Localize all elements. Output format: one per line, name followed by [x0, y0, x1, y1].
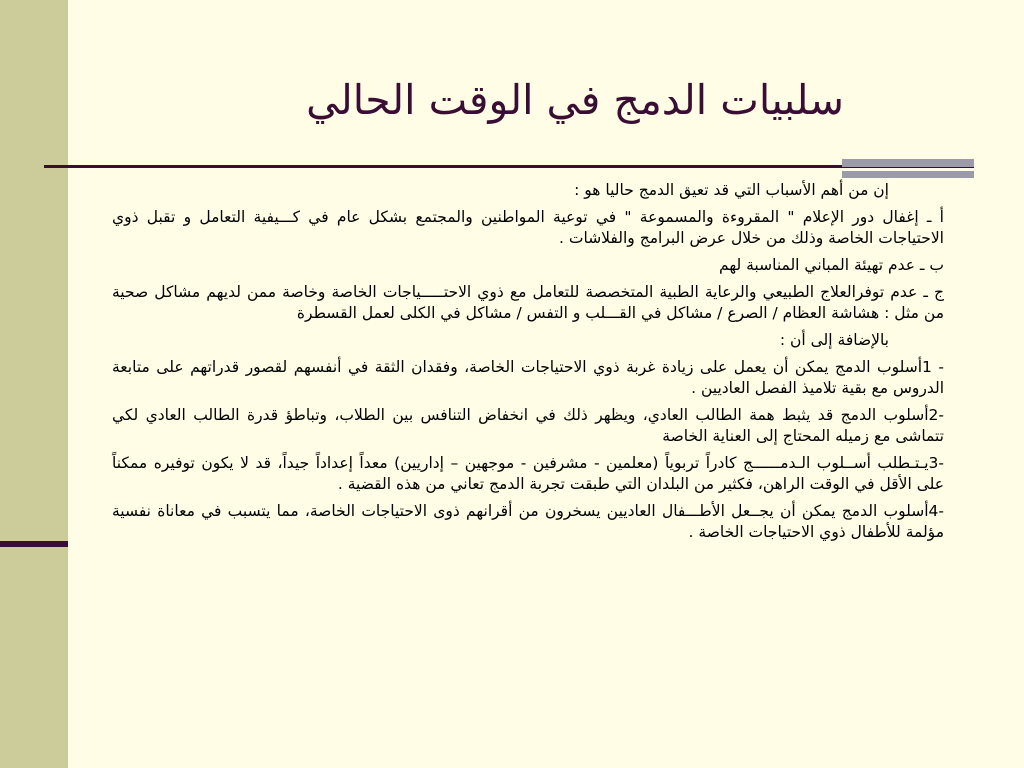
side-accent-bar	[0, 541, 68, 547]
side-bar	[0, 0, 68, 768]
drawback-1: - 1أسلوب الدمج يمكن أن يعمل على زيادة غربة ذوي الاحتياجات الخاصة، وفقدان الثقة في أنفسهم لقصور قدراتهم على متابعة الدروس مع بقية تلاميذ الفصل العاديين .	[112, 358, 944, 397]
drawback-2: -2أسلوب الدمج قد يثبط همة الطالب العادي، ويظهر ذلك في انخفاض التنافس بين الطلاب، وتباطؤ قدرة الطالب العادي لكي تتماشى مع زميله المحتاج إلى العناية الخاصة	[112, 406, 944, 445]
drawback-4: -4أسلوب الدمج يمكن أن يجــعل الأطـــفال العاديين يسخرون من أقرانهم ذوى الاحتياجات الخاصة، مما يتسبب في معاناة نفسية مؤلمة للأطفال ذوي الاحتياجات الخاصة .	[112, 502, 944, 541]
point-b: ب ـ عدم تهيئة المباني المناسبة لهم	[719, 256, 944, 274]
divider-accent-bottom	[842, 171, 974, 178]
point-a: أ ـ إغفال دور الإعلام " المقروءة والمسموعة " في توعية المواطنين والمجتمع بشكل عام في كـــيفية التعامل و تقبل ذوي الاحتياجات الخاصة وذلك من خلال عرض البرامج والفلاشات .	[112, 208, 944, 247]
slide-title: سلبيات الدمج في الوقت الحالي	[306, 76, 844, 124]
slide-body	[112, 180, 944, 549]
divider-accent-top	[842, 159, 974, 167]
drawback-3: -3يـتـطلب أســلوب الـدمــــــج كادراً تربوياً (معلمين - مشرفين - موجهين – إداريين) معداً إعداداً جيداً، قد لا يكون توفيره ممكناً على الأقل في الوقت الراهن، فكثير من البلدان التي طبقت تجربة الدمج تعاني من هذه القضية .	[112, 454, 944, 493]
intro-paragraph: إن من أهم الأسباب التي قد تعيق الدمج حاليا هو :	[574, 181, 889, 199]
title-divider	[44, 165, 974, 168]
point-c: ج ـ عدم توفرالعلاج الطبيعي والرعاية الطبية المتخصصة للتعامل مع ذوي الاحتـــــياجات الخاصة وخاصة ممن لديهم مشاكل صحية من مثل : هشاشة العظام / الصرع / مشاكل في القـــلب و التفس / مشاكل في الكلى لعمل القسطرة	[112, 283, 944, 322]
addition-heading: بالإضافة إلى أن :	[779, 331, 889, 349]
